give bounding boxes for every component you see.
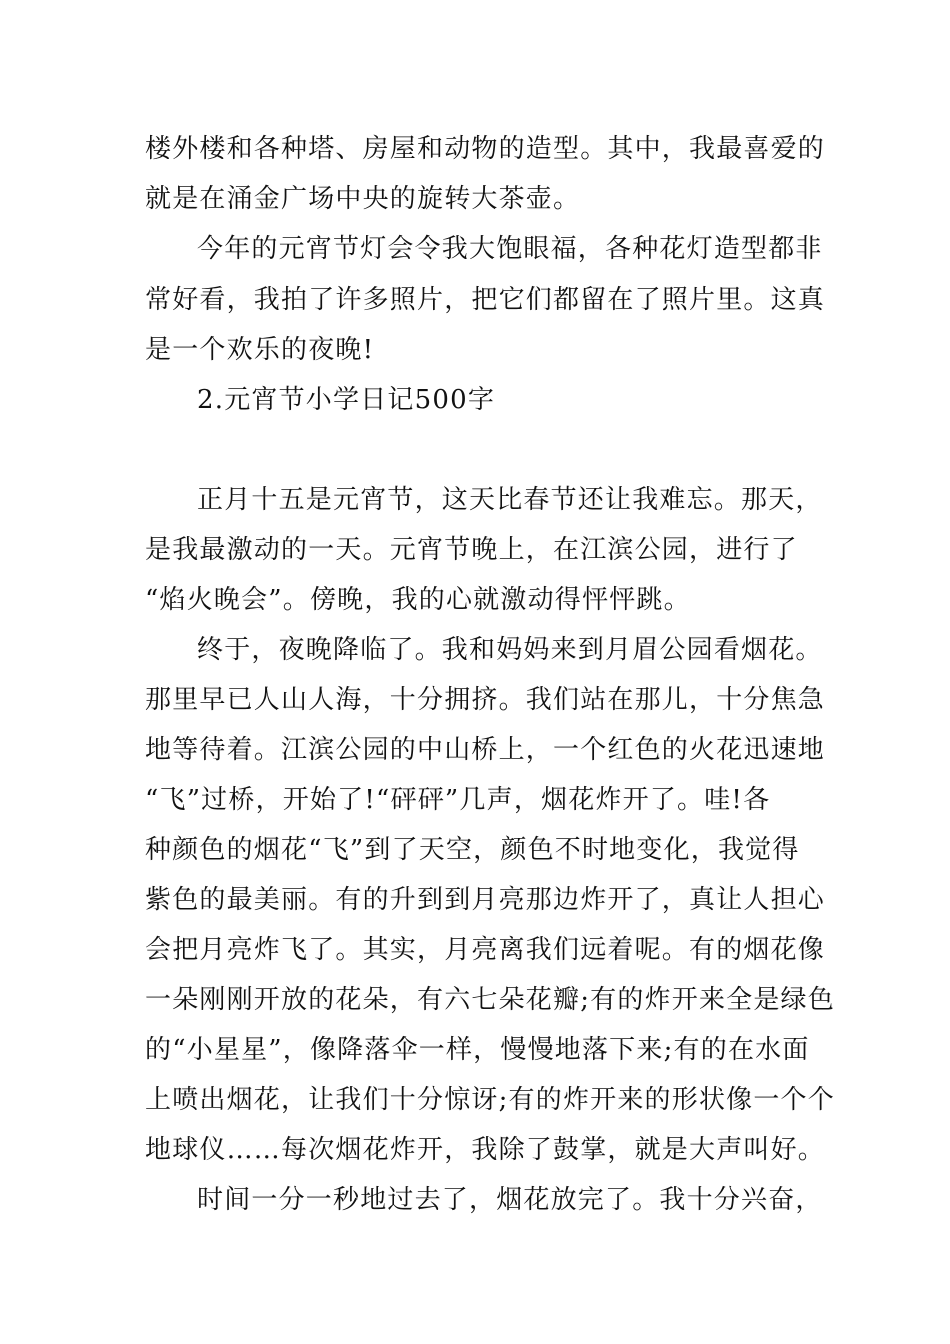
section-heading: 2.元宵节小学日记500字 <box>197 385 496 415</box>
text-line: 常好看，我拍了许多照片，把它们都留在了照片里。这真 <box>145 285 826 315</box>
text-line: 那里早已人山人海，十分拥挤。我们站在那儿，十分焦急 <box>145 685 826 715</box>
text-line: 楼外楼和各种塔、房屋和动物的造型。其中，我最喜爱的 <box>145 134 826 164</box>
paragraph-start-line: 正月十五是元宵节，这天比春节还让我难忘。那天， <box>197 485 823 515</box>
text-line: 紫色的最美丽。有的升到到月亮那边炸开了，真让人担心 <box>145 885 826 915</box>
paragraph-start-line: 终于，夜晚降临了。我和妈妈来到月眉公园看烟花。 <box>197 635 823 665</box>
paragraph-start-line: 今年的元宵节灯会令我大饱眼福，各种花灯造型都非 <box>197 234 823 264</box>
paragraph-start-line: 时间一分一秒地过去了，烟花放完了。我十分兴奋， <box>197 1185 823 1215</box>
text-line: “飞”过桥，开始了!“砰砰”几声，烟花炸开了。哇!各 <box>145 785 771 815</box>
text-line: 就是在涌金广场中央的旋转大茶壶。 <box>145 184 581 214</box>
text-line: 种颜色的烟花“飞”到了天空，颜色不时地变化，我觉得 <box>145 835 800 865</box>
text-line: “焰火晚会”。傍晚，我的心就激动得怦怦跳。 <box>145 585 691 615</box>
text-line: 会把月亮炸飞了。其实，月亮离我们远着呢。有的烟花像 <box>145 935 826 965</box>
text-line: 是我最激动的一天。元宵节晚上，在江滨公园，进行了 <box>145 535 798 565</box>
text-line: 是一个欢乐的夜晚! <box>145 335 375 365</box>
text-line: 上喷出烟花，让我们十分惊讶;有的炸开来的形状像一个个 <box>145 1085 835 1115</box>
text-line: 地等待着。江滨公园的中山桥上，一个红色的火花迅速地 <box>145 735 826 765</box>
text-line: 地球仪……每次烟花炸开，我除了鼓掌，就是大声叫好。 <box>145 1135 826 1165</box>
text-line: 的“小星星”，像降落伞一样，慢慢地落下来;有的在水面 <box>145 1035 810 1065</box>
text-line: 一朵刚刚开放的花朵，有六七朵花瓣;有的炸开来全是绿色 <box>145 985 835 1015</box>
